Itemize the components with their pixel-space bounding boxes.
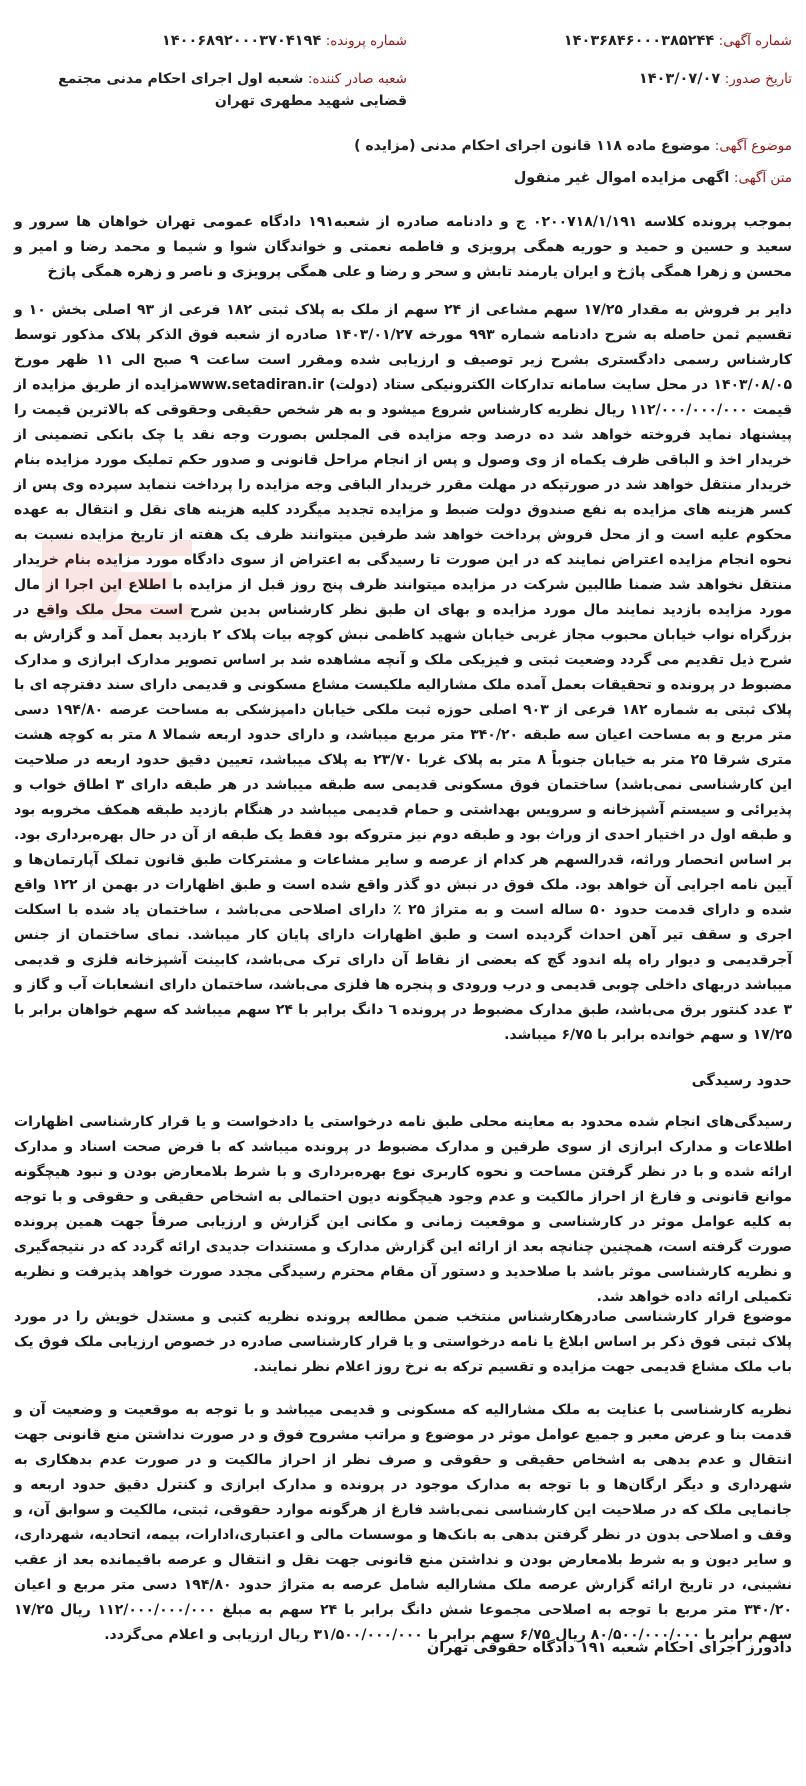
ad-number-block <box>432 30 792 52</box>
text-title-line <box>12 170 792 186</box>
issue-date: ۱۴۰۳/۰۷/۰۷ <box>638 71 721 87</box>
paragraph-parties: بموجب پرونده کلاسه ۰۲۰۰۷۱۸/۱/۱۹۱ ج و دادنامه صادره از شعبه۱۹۱ دادگاه عمومی تهران خواهان ها سرور و سعید و حسین و حمید و حوریه همگی پرویزی و فاطمه نعمتی و خواندگان شوا و شیما و محمد رضا و امیر و محسن و زهرا همگی پاژخ و ایران یارمند تابش و سحر و رضا و علی همگی پرویزی و ناصر و زهره همگی پاژخ <box>14 214 792 280</box>
ad-number-label: شماره آگهی: <box>718 33 792 49</box>
issuer-label: شعبه صادر کننده: <box>307 71 407 87</box>
watermark-logo-icon <box>22 520 212 640</box>
limits-heading: حدود رسیدگی <box>691 1073 792 1089</box>
issuer-block <box>12 68 407 112</box>
subject-label: موضوع آگهی: <box>714 138 792 154</box>
subject-line <box>12 138 792 154</box>
paragraph-limits: رسیدگی‌های انجام شده محدود به معاینه محلی طبق نامه درخواستی یا دادخواست و یا قرار کارشناسی اظهارات اطلاعات و مدارک ابرازی از سوی طرفین و مدارک مضبوط در پرونده میباشد که با فرض صحت اسناد و مدارک ارائه شده و با در نظر گرفتن مساحت و نحوه کاربری نوع بهره‌برداری و با شرط بلامعارض بودن و نبود هیچگونه موانع قانونی و فارغ از احراز مالکیت و عدم وجود هیچگونه دیون احتمالی به اشخاص حقیقی و حقوقی و با توجه به کلیه عوامل موثر در کارشناسی و موقعیت زمانی و مکانی این گزارش و ارزیابی صرفاً جهت همین پرونده صورت گرفته است، همچنین چنانچه بعد از ارائه این گزارش مدارک و مستندات جدیدی ارائه گردد که در نتیجه‌گیری و نظریه کارشناسی موثر باشد با صلاحدید و دستور آن مقام محترم رسیدگی مجدد صورت خواهد پذیرفت و نظریه تکمیلی ارائه داده خواهد شد. <box>14 1114 792 1305</box>
case-number-block <box>12 30 407 52</box>
ad-number: ۱۴۰۳۶۸۴۶۰۰۰۳۸۵۲۴۴ <box>563 33 715 49</box>
text-label: متن آگهی: <box>733 170 792 186</box>
text-title: اگهی مزایده اموال غیر منقول <box>513 170 730 186</box>
signature-line: دادورز اجرای احکام شعبه ۱۹۱ دادگاه حقوقی تهران <box>426 1640 792 1656</box>
issue-date-block <box>432 68 792 90</box>
issue-date-label: تاریخ صدور: <box>724 71 792 87</box>
case-number: ۱۴۰۰۶۸۹۲۰۰۰۳۷۰۴۱۹۴ <box>161 33 322 49</box>
paragraph-auction-details: دایر بر فروش به مقدار ۱۷/۲۵ سهم مشاعی از ۲۴ سهم از ملک به پلاک ثبتی ۱۸۲ فرعی از ۹۳ اصلی بخش ۱۰ و تقسیم ثمن حاصله به شرح دادنامه شماره ۹۹۳ مورخه ۱۴۰۳/۰۱/۲۷ صادره از شعبه فوق الذکر پلاک مذکور توسط کارشناس رسمی دادگستری بشرح زیر توصیف و ارزیابی شده ومقرر است ساعت ۹ صبح الی ۱۱ ظهر مورخ ۱۴۰۳/۰۸/۰۵ در محل سایت سامانه تدارکات الکترونیکی ستاد (دولت) www.setadiran.irمزایده از طریق مزایده از قیمت ۱۱۲/۰۰۰/۰۰۰/۰۰۰ ریال نظریه کارشناس شروع میشود و به هر شخص حقیقی وحقوقی که بالاترین قیمت را پیشنهاد نماید فروخته خواهد شد ده درصد وجه مزایده فی المجلس بصورت وجه نقد یا چک بانکی تضمینی از خریدار اخذ و الباقی ظرف یکماه از وی وصول و پس از انجام مراحل قانونی و صدور حکم تملیک مورد مزایده بنام خریدار منتقل خواهد شد در صورتیکه در مهلت مقرر خریدار الباقی وجه مزایده را پرداخت ننماید سپرده وی پس از کسر هزینه های مزایده به نفع صندوق دولت ضبط و مزایده تجدید میگردد کلیه هزینه های نقل و انتقال به عهده محکوم علیه است و از محل فروش پرداخت خواهد شد طرفین میتوانند ظرف یک هفته از تاریخ مزایده نسبت به نحوه انجام مزایده اعتراض نمایند که در این صورت تا رسیدگی به اعتراض از سوی دادگاه مورد مزایده بنام خریدار منتقل نخواهد شد ضمنا طالبین شرکت در مزایده میتوانند ظرف پنج روز قبل از مزایده با اطلاع این اجرا از مال مورد مزایده بازدید نمایند مال مورد مزایده و بهای ان طبق نظر کارشناس بدین شرح است محل ملک واقع در بزرگراه نواب خیابان محبوب مجاز غربی خیابان شهید کاظمی نبش کوچه بیات پلاک ۲ بازدید بعمل آمد و گزارش به شرح ذیل تقدیم می گردد وضعیت ثبتی و فیزیکی ملک و آنچه مشاهده شد بر اساس تصویر مدارک ابرازی و مدارک مضبوط در پرونده و تحقیقات بعمل آمده ملک مشارالیه ملکیست مشاع مسکونی و قدیمی دارای سند دفترچه ای با پلاک ثبتی به شماره ۱۸۲ فرعی از ۹۰۳ اصلی حوزه ثبت ملکی خیابان دامپزشکی به مساحت عرصه ۱۹۴/۸۰ دسی متر مربع و به مساحت اعیان سه طبقه ۳۴۰/۲۰ متر مربع میباشد، و دارای حدود اربعه شمالا ۸ متر به کوچه هشت متری شرقا ۲۵ متر به خیابان جنوباً ۸ متر به پلاک غربا ۲۳/۷۰ به پلاک میباشد، تعیین دقیق حدود اربعه در صلاحیت این کارشناسی نمی‌باشد) ساختمان فوق مسکونی قدیمی سه طبقه میباشد در هر طبقه دارای ۳ اطاق خواب و پذیرائی و سیستم آشپزخانه و سرویس بهداشتی و حمام قدیمی میباشد در هنگام بازدید طبقه همکف مخروبه بود و طبقه اول در اختیار احدی از وراث بود و طبقه دوم نیز متروکه بود فقط یک طبقه از آن در حال بهره‌برداری بود. بر اساس انحصار وراثه، قدرالسهم هر کدام از عرصه و سایر مشاعات و مشترکات طبق قانون تملک آپارتمان‌ها و آیین نامه اجرایی آن خواهد بود. ملک فوق در نبش دو گذر واقع شده است و طبق اظهارات در بهمن از ۱۲۲ واقع شده و دارای قدمت حدود ۵۰ ساله است و به متراژ ۲۵ ٪ دارای اصلاحی می‌باشد ، ساختمان یاد شده با اسکلت اجری و سقف تیر آهن احداث گردیده است و طبق اظهارات دارای پایان کار میباشد. نمای ساختمان از جنس آجرقدیمی و دیوار راه پله اندود گچ که بعضی از نقاط آن دارای ترک می‌باشد، کابینت آشپزخانه فلزی و قدیمی میباشد دربهای داخلی چوبی قدیمی و درب ورودی و پنجره ها فلزی می‌باشد، ساختمان دارای انشعابات آب و گاز و ۳ عدد کنتور برق می‌باشد، طبق مدارک مضبوط در پرونده ٦ دانگ برابر با ۲۴ سهم میباشد که سهم خواهان برابر با ۱۷/۲۵ و سهم خوانده برابر با ۶/۷۵ میباشد. <box>14 302 793 1043</box>
issuer-name: شعبه اول اجرای احکام مدنی مجتمع قضایی شهید مطهری تهران <box>58 71 407 109</box>
case-number-label: شماره پرونده: <box>325 33 407 49</box>
paragraph-expert-opinion: نظریه کارشناسی با عنایت به ملک مشارالیه که مسکونی و قدیمی میباشد و با توجه به موقعیت و وضعیت آن و قدمت بنا و عرض معبر و جمیع عوامل موثر در موضوع و مراتب مشروح فوق و در صورت نداشتن منع قانونی جهت انتقال و عدم بدهی به اشخاص حقیقی و حقوقی و صرف نظر از احراز مالکیت و در صورت عدم بدهکاری به شهرداری و دیگر ارگان‌ها و با توجه به مدارک موجود در پرونده و مدارک ابرازی و کنترل دقیق حدود اربعه و جانمایی ملک که در صلاحیت این کارشناسی نمی‌باشد فارغ از هرگونه موارد حقوقی، ثبتی، مالکیت و سوابق آن، و وقف و اصلاحی بدون در نظر گرفتن بدهی به بانک‌ها و موسسات مالی و اعتباری،ادارات، بیمه، اتحادیه، شهرداری، و سایر دیون و به شرط بلامعارض بودن و نداشتن منع قانونی جهت نقل و انتقال و عرصه باقیمانده بعد از عقب نشینی، در تاریخ ارائه گزارش عرصه ملک مشارالیه شامل عرصه به متراژ حدود ۱۹۴/۸۰ دسی متر مربع و اعیان ۳۴۰/۲۰ متر مربع با توجه به اصلاحی مجموعا شش دانگ برابر با ۲۴ سهم به مبلغ ۱۱۲/۰۰۰/۰۰۰/۰۰۰ ریال ۱۷/۲۵ سهم برابر با ۸۰/۵۰۰/۰۰۰/۰۰۰ ریال ۶/۷۵ سهم برابر با ۳۱/۵۰۰/۰۰۰/۰۰۰ ریال ارزیابی و اعلام می‌گردد. <box>14 1402 793 1643</box>
paragraph-assignment: موضوع قرار کارشناسی صادرهکارشناس منتخب ضمن مطالعه پرونده نظریه کتبی و مستدل خویش را در مورد پلاک ثبتی فوق ذکر بر اساس ابلاغ یا نامه درخواستی و یا قرار کارشناسی صادره در خصوص ارزیابی ملک فوق یک باب ملک مشاع قدیمی جهت مزایده و تقسیم ترکه به نرخ روز اعلام نظر نمایند. <box>14 1309 792 1375</box>
subject-value: موضوع ماده ۱۱۸ قانون اجرای احکام مدنی (مزایده ) <box>354 138 711 154</box>
